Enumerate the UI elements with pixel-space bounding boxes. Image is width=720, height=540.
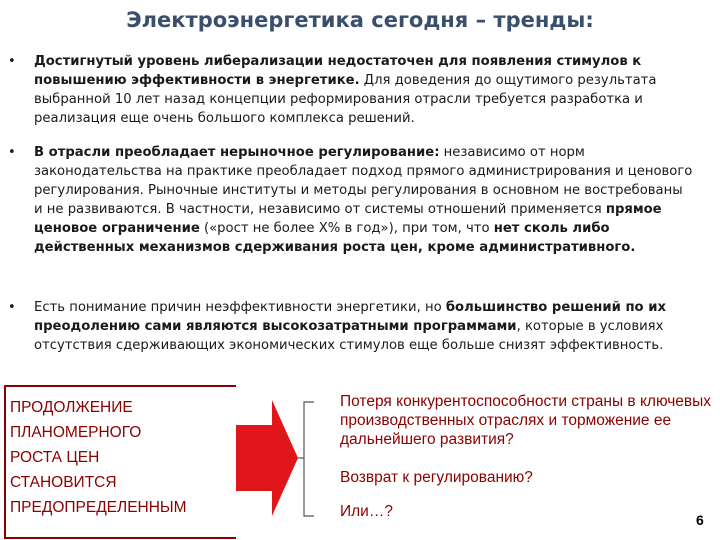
conclusion-block — [10, 395, 240, 520]
conclusion-line: ПРЕДОПРЕДЕЛЕННЫМ — [10, 499, 187, 516]
bullet-marker: • — [8, 145, 16, 160]
outcome-question: Возврат к регулированию? — [340, 469, 533, 486]
bullet-regular-text: Для доведения до ощутимого результата выбранной 10 лет назад концепции реформирования отрасли требуется разработка и реализация еще очень большого комплекса решений. — [34, 73, 657, 126]
bullet-marker: • — [8, 54, 16, 69]
bullet-regular-text: Есть понимание причин неэффективности энергетики, но — [34, 300, 446, 315]
bullet-regular-text: независимо от норм законодательства на практике преобладает подход прямого администрирования и ценового регулирования. Рыночные институты и методы регулирования в основном не востребованы и не развиваются. В частности, независимо от системы отношений применяется — [34, 145, 693, 217]
bullet-bold-text: Достигнутый уровень либерализации недостаточен для появления стимулов к повышению эффективности в энергетике. — [34, 54, 642, 88]
bullet-regular-text: , которые в условиях отсутствия сдерживающих экономических стимулов еще больше снизят эффективность. — [34, 319, 664, 353]
bullet-bold-text: В отрасли преобладает нерыночное регулирование: — [34, 145, 440, 160]
conclusion-line: СТАНОВИТСЯ — [10, 474, 117, 491]
conclusion-line: ПЛАНОМЕРНОГО — [10, 424, 142, 441]
bullet-text — [34, 52, 694, 128]
page-number: 6 — [696, 512, 704, 528]
bullet-regular-text: («рост не более Х% в год»), при том, что — [199, 221, 494, 236]
bullet-bold-text: большинство решений по их преодолению сами являются высокозатратными программами — [34, 300, 666, 334]
conclusion-line: РОСТА ЦЕН — [10, 449, 100, 466]
bullet-bold-text: прямое ценовое ограничение — [34, 202, 662, 236]
slide-title: Электроэнергетика сегодня – тренды: — [126, 8, 594, 32]
bullet-marker: • — [8, 300, 16, 315]
bullet-text — [34, 298, 694, 355]
conclusion-line: ПРОДОЛЖЕНИЕ — [10, 399, 133, 416]
right-arrow-icon — [236, 392, 336, 527]
bullet-text — [34, 143, 694, 257]
bullet-bold-text: нет сколь либо действенных механизмов сдерживания роста цен, кроме административного. — [34, 221, 636, 255]
outcome-question: Потеря конкурентоспособности страны в ключевых производственных отраслях и торможение ее дальнейшего развития? — [340, 393, 712, 448]
outcome-question: Или…? — [340, 503, 393, 520]
